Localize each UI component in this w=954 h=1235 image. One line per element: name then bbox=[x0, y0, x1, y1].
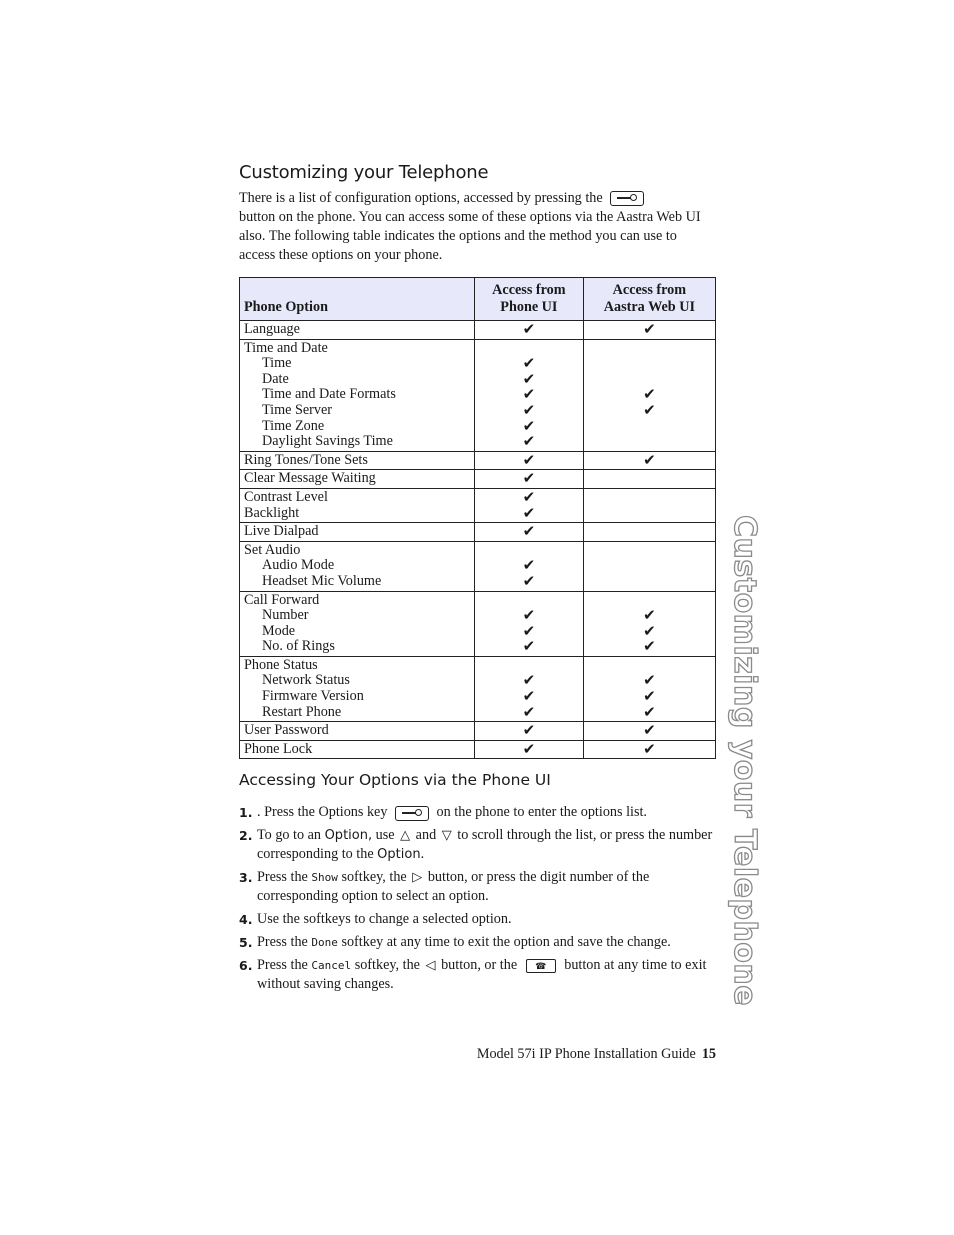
phone-ui-cell bbox=[475, 740, 584, 759]
table-row bbox=[240, 541, 716, 591]
web-ui-cell bbox=[583, 523, 715, 542]
step-6: 6. Press the Cancel softkey, the ◁ button, or the ☎ button at any time to exit without saving changes. bbox=[239, 957, 707, 993]
intro-paragraph bbox=[239, 189, 716, 265]
web-ui-cell bbox=[583, 541, 715, 591]
left-arrow-icon: ◁ bbox=[425, 958, 436, 974]
web-ui-cell bbox=[583, 470, 715, 489]
check-mark-icon: ✔ bbox=[643, 739, 656, 758]
sub-option-label: Firmware Version bbox=[262, 688, 364, 705]
web-ui-cell bbox=[583, 321, 715, 340]
option-cell bbox=[240, 523, 475, 542]
option-label: Phone Lock bbox=[244, 740, 313, 757]
table-row bbox=[240, 523, 716, 542]
check-mark-icon: ✔ bbox=[643, 320, 656, 338]
option-label: Live Dialpad bbox=[244, 523, 319, 540]
check-mark-icon bbox=[588, 419, 711, 435]
sub-option-label: Restart Phone bbox=[262, 703, 342, 720]
sub-option-label: Mode bbox=[262, 622, 296, 639]
check-mark-icon: ✔ bbox=[522, 400, 536, 419]
web-ui-cell bbox=[583, 451, 715, 470]
table-row bbox=[240, 451, 716, 470]
check-mark-icon: ✔ bbox=[522, 556, 536, 575]
table-row bbox=[240, 488, 716, 522]
check-mark-icon: ✔ bbox=[522, 450, 536, 469]
sub-option-label: Audio Mode bbox=[262, 557, 335, 574]
phone-ui-cell bbox=[475, 722, 584, 741]
check-mark-icon bbox=[588, 356, 711, 372]
header-phone-ui: Access from Phone UI bbox=[475, 278, 584, 321]
check-mark-icon: ✔ bbox=[522, 416, 536, 435]
check-mark-icon: ✔ bbox=[522, 721, 536, 740]
table-row bbox=[240, 470, 716, 489]
option-label: Phone Status bbox=[244, 656, 318, 673]
option-cell bbox=[240, 722, 475, 741]
option-label: Ring Tones/Tone Sets bbox=[244, 451, 368, 468]
sub-option-label: Headset Mic Volume bbox=[262, 572, 382, 589]
header-web-ui: Access from Aastra Web UI bbox=[583, 278, 715, 321]
option-label: Time and Date bbox=[244, 339, 328, 356]
check-mark-icon: ✔ bbox=[522, 621, 536, 640]
sub-option-label: Time and Date Formats bbox=[262, 386, 396, 403]
check-mark-icon bbox=[588, 524, 711, 540]
option-cell bbox=[240, 488, 475, 522]
sub-option-label: Number bbox=[262, 607, 309, 624]
check-mark-icon: ✔ bbox=[643, 621, 656, 640]
side-tab bbox=[728, 515, 764, 1015]
option-cell bbox=[240, 470, 475, 489]
sub-option-label: Date bbox=[262, 370, 289, 387]
check-mark-icon: ✔ bbox=[522, 385, 536, 404]
option-cell bbox=[240, 740, 475, 759]
phone-ui-cell bbox=[475, 451, 584, 470]
step-3: 3. Press the Show softkey, the ▷ button, or press the digit number of the corresponding option to select an option. bbox=[239, 869, 650, 905]
intro-text-1: There is a list of configuration options, accessed by pressing the bbox=[239, 190, 603, 206]
sub-option-label: Time Server bbox=[262, 401, 333, 418]
option-label: Language bbox=[244, 321, 300, 337]
check-mark-icon: ✔ bbox=[522, 522, 536, 541]
check-mark-icon: ✔ bbox=[522, 739, 536, 758]
table-row bbox=[240, 339, 716, 451]
check-mark-icon: ✔ bbox=[643, 687, 656, 706]
check-mark-icon: ✔ bbox=[643, 721, 656, 740]
option-cell bbox=[240, 541, 475, 591]
web-ui-cell bbox=[583, 339, 715, 451]
phone-ui-cell bbox=[475, 541, 584, 591]
page-content bbox=[239, 162, 716, 998]
option-label: Set Audio bbox=[244, 541, 301, 558]
step-2: 2. To go to an Option, use △ and ▽ to scroll through the list, or press the number corresponding to the Option. bbox=[239, 827, 713, 863]
phone-ui-cell bbox=[475, 523, 584, 542]
step-5: 5. Press the Done softkey at any time to exit the option and save the change. bbox=[239, 934, 671, 951]
right-arrow-icon: ▷ bbox=[412, 870, 423, 886]
page-number: 15 bbox=[701, 1046, 716, 1062]
check-mark-icon bbox=[588, 471, 711, 487]
hangup-key-icon: ☎ bbox=[526, 959, 556, 973]
option-label: User Password bbox=[244, 722, 329, 739]
page-footer bbox=[477, 1046, 716, 1063]
step-4: 4. Use the softkeys to change a selected option. bbox=[239, 911, 512, 928]
check-mark-icon: ✔ bbox=[643, 671, 656, 690]
check-mark-icon: ✔ bbox=[522, 432, 536, 451]
table-row bbox=[240, 321, 716, 340]
check-mark-icon: ✔ bbox=[522, 469, 536, 488]
options-table bbox=[239, 277, 716, 759]
options-key-icon bbox=[610, 191, 644, 206]
option-cell bbox=[240, 451, 475, 470]
subsection-title: Accessing Your Options via the Phone UI bbox=[239, 771, 551, 790]
check-mark-icon: ✔ bbox=[522, 487, 536, 506]
check-mark-icon: ✔ bbox=[522, 671, 536, 690]
phone-ui-cell bbox=[475, 470, 584, 489]
check-mark-icon: ✔ bbox=[522, 320, 536, 338]
step-1: 1. . Press the Options key on the phone to enter the options list. bbox=[239, 804, 647, 821]
side-tab-label: Customizing your Telephone bbox=[727, 515, 762, 1007]
check-mark-icon bbox=[588, 574, 711, 590]
check-mark-icon: ✔ bbox=[643, 606, 656, 625]
web-ui-cell bbox=[583, 722, 715, 741]
check-mark-icon: ✔ bbox=[522, 571, 536, 590]
web-ui-cell bbox=[583, 740, 715, 759]
down-arrow-icon: ▽ bbox=[441, 828, 452, 844]
check-mark-icon: ✔ bbox=[522, 637, 536, 656]
sub-option-label: Daylight Savings Time bbox=[262, 433, 393, 450]
sub-option-label: Time Zone bbox=[262, 417, 325, 434]
web-ui-cell bbox=[583, 656, 715, 721]
check-mark-icon bbox=[588, 506, 711, 522]
check-mark-icon: ✔ bbox=[522, 606, 536, 625]
table-row bbox=[240, 591, 716, 656]
check-mark-icon bbox=[588, 341, 711, 357]
phone-ui-cell bbox=[475, 488, 584, 522]
section-title: Customizing your Telephone bbox=[239, 162, 489, 183]
sub-option-label: Network Status bbox=[262, 672, 350, 689]
phone-ui-cell bbox=[475, 591, 584, 656]
check-mark-icon: ✔ bbox=[522, 687, 536, 706]
phone-ui-cell bbox=[475, 656, 584, 721]
table-row bbox=[240, 656, 716, 721]
check-mark-icon: ✔ bbox=[643, 702, 656, 721]
check-mark-icon: ✔ bbox=[643, 637, 656, 656]
options-key-icon bbox=[395, 806, 429, 821]
check-mark-icon bbox=[588, 558, 711, 574]
cancel-softkey-label: Cancel bbox=[311, 959, 352, 973]
check-mark-icon: ✔ bbox=[643, 450, 656, 469]
option-cell bbox=[240, 591, 475, 656]
option-label: Clear Message Waiting bbox=[244, 470, 376, 487]
guide-title: Model 57i IP Phone Installation Guide bbox=[476, 1046, 696, 1062]
option-cell bbox=[240, 656, 475, 721]
check-mark-icon: ✔ bbox=[522, 702, 536, 721]
table-body bbox=[240, 321, 716, 759]
check-mark-icon: ✔ bbox=[522, 503, 536, 522]
phone-ui-cell bbox=[475, 339, 584, 451]
web-ui-cell bbox=[583, 591, 715, 656]
intro-text-2: button on the phone. You can access some of these options via the Aastra Web UI also. The following table indicates the options and the method you can use to access these options on your phone. bbox=[239, 209, 701, 263]
check-mark-icon bbox=[588, 543, 711, 559]
steps-list bbox=[239, 803, 716, 994]
option-cell bbox=[240, 321, 475, 340]
option-label: Contrast Level bbox=[244, 488, 328, 505]
sub-option-label: No. of Rings bbox=[262, 638, 335, 655]
check-mark-icon bbox=[588, 434, 711, 450]
up-arrow-icon: △ bbox=[400, 828, 411, 844]
option-label: Call Forward bbox=[244, 591, 320, 608]
check-mark-icon: ✔ bbox=[643, 385, 656, 404]
check-mark-icon bbox=[588, 490, 711, 506]
option-label: Backlight bbox=[244, 504, 300, 521]
done-softkey-label: Done bbox=[311, 936, 338, 950]
check-mark-icon: ✔ bbox=[522, 354, 536, 373]
sub-option-label: Time bbox=[262, 355, 292, 372]
phone-ui-cell bbox=[475, 321, 584, 340]
header-phone-option: Phone Option bbox=[240, 278, 475, 321]
check-mark-icon: ✔ bbox=[643, 400, 656, 419]
check-mark-icon: ✔ bbox=[522, 369, 536, 388]
show-softkey-label: Show bbox=[311, 871, 338, 885]
table-row bbox=[240, 740, 716, 759]
option-cell bbox=[240, 339, 475, 451]
table-row bbox=[240, 722, 716, 741]
web-ui-cell bbox=[583, 488, 715, 522]
